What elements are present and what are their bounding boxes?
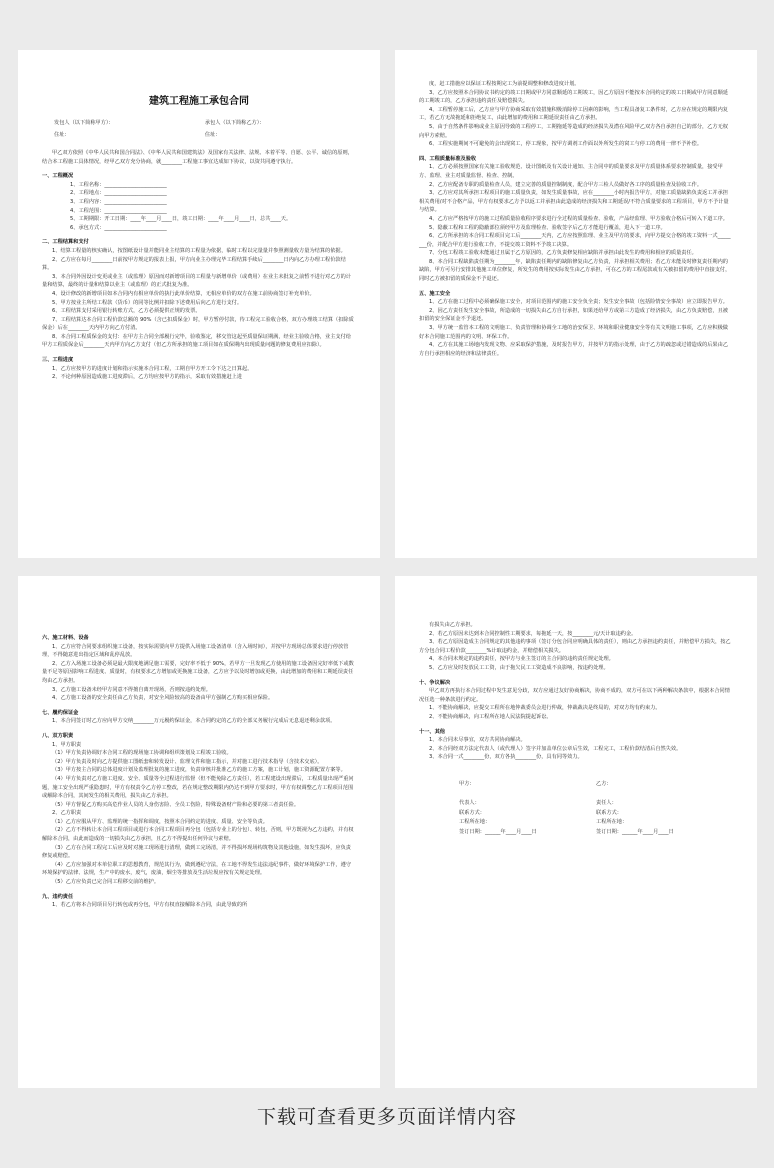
text-line: 3、本合同外因设计变更或业主（或监理）原因而对新增项目的工程量与新增单价（或费用）在业主未批复之前暂不进行对乙方的计量和结算，最终的计量和结算以业主（或监理）的正式批复为准。: [42, 273, 351, 289]
section-heading: 五、施工安全: [419, 290, 451, 297]
text-line: （1）乙方应服从甲方、监理的统一指挥和调度，按照本合同约定的进度、质量、安全等负责。: [52, 818, 268, 825]
text-line: 甲乙双方再执行本合同过程中发生意见分歧，双方应通过友好协商解决，协商不成的，双方可在以下两种解决条款中，根据本合同情况任选一种条款进行约定。: [419, 688, 730, 703]
text-line: 5、甲方按业主所结工程款（货币）的同等比例并扣除下述费用后向乙方进行支付。: [52, 299, 243, 306]
section-body: [419, 621, 733, 673]
section-body: [419, 687, 733, 721]
signature-block: [419, 780, 733, 838]
text-line: 1、乙方在施工过程中必须确保施工安全，对项目范围内的施工安全负全责；发生安全事故（包括险情安全事故）应立即报告甲方。: [429, 299, 728, 306]
section-body: [419, 736, 733, 762]
section-body: [42, 247, 356, 350]
text-line: 6、工程实施期间不可避免的会出现窝工，停工现象，按甲方调剂工作面以外所发生的窝工与停工的费用一律不予补偿。: [429, 141, 703, 148]
text-line: 甲方：: [459, 780, 475, 787]
text-line: 8、本合同工程质保金的支付：在甲方主合同全部履行完毕，验收鉴定，移交管这起至质量保证期满，经业主验收合格，业主支付给甲方工程质保金后________天内甲方向乙方支付（但乙方所承担的施工项目如在质保期内出现质量问题的修复费用应扣除）。: [42, 333, 351, 349]
party-b-label: 承包人（以下简称乙方）：: [204, 120, 265, 126]
party-a-label: 发包人（以下简称甲方）：: [54, 120, 114, 126]
section-heading: 一、工程概况: [42, 173, 74, 180]
text-line: 1、结算工程量的核实确认，按图纸设计量并能同业主结算的工程量为依据，临时工程以完量量并参照测量收方量为结算的依据。: [52, 247, 346, 254]
text-line: 4、设计修改的新增项目如本合同内有相应单价的执行此单价结算，无相应单价的双方在施工前协商签订补充单价。: [52, 290, 315, 297]
text-line: 代表人：: [459, 800, 480, 807]
text-line: 1、乙方应符合同要求组织施工设备，按实际需要向甲方提供入场施工设备清单（含入场时间），并按甲方现场总体要求进行停放管理，不得随意进出指定区域和乱停乱放。: [42, 643, 349, 659]
text-line: 6、乙方所承担的本合同工程项目完工后________天内，乙方应按照监理、业主及甲方的要求，向甲方提交合格的竣工资料一式________份，并配合甲方进行验收工作，不提交竣工资料不予竣工决算。: [419, 233, 731, 248]
text-line: （4）甲方负责对乙方施工进度、安全、质量等全过程进行监督（但不能免除乙方责任），若工程建设出现滞后，工程质量出现严重问题，施工安全出现严重隐患时，甲方有权责令乙方停工整改，若在规定整改期限内仍达不到甲方要求时，甲方有权调整乙方工程项目范围或解除本合同，其间发生的相关费用，损失由乙方承担。: [42, 775, 354, 800]
text-line: 5、由于自然条件影响或业主原因导致的工程停工，工期拖延等造成的经济损失及潜在风险甲乙双方各自承担自己的部分，乙方无权向甲方索赔。: [419, 123, 728, 139]
text-line: 2、乙方职责: [52, 810, 82, 817]
section-heading: 十、争议解决: [419, 679, 451, 686]
document-page-1: [18, 50, 380, 558]
text-line: [459, 789, 596, 799]
party-row: [42, 117, 356, 129]
section-body: [419, 163, 733, 283]
text-line: （5）甲方督促乙方购买高危作业人员的人身伤害险、全员工伤险，特殊设备财产险和必要的第三者责任险。: [52, 801, 300, 808]
text-line: 签订日期：______年____月____日: [459, 828, 537, 835]
address-row: [42, 129, 356, 141]
text-line: 2、因乙方责任发生安全事故，所造成的一切损失由乙方自行承担，如果还给甲方或第三方造成了经济损失，由乙方负责赔偿，且被扣留的安全保证金不予退还。: [419, 307, 728, 323]
text-line: 3、甲方统一监管本工程的文明施工、负责管理和协调全工地的治安保卫、环境和职业健康安全等有关文明施工事项，乙方应积极做好本合同施工范围内的文明、环保工作。: [419, 325, 728, 340]
text-line: 3、乙方施工设备未经甲方同意不得擅自离开现场，否则按违约处理。: [52, 686, 211, 693]
text-line: 1、乙方必须按照国家有关施工验收规范、设计图纸及有关设计通知、主合同中的质量要求及甲方质量体系要求控制质量，接受甲方、监理、业主对质量监督、检查、控制。: [419, 164, 723, 179]
contract-title: 建筑工程施工承包合同: [149, 96, 249, 107]
text-line: 2、若乙方原因未达到本合同控制性工期要求，每拖延一天，按________元/天计取违约金。: [429, 630, 637, 637]
text-line: 4、工程范围：________________________: [70, 207, 167, 214]
text-line: 8、本合同工程缺陷责任期为________年，缺陷责任期内的缺陷修复由乙方负责，并承担相关费用；若乙方未能及时修复责任期内的缺陷，甲方可另行安排其他施工单位修复，所发生的费用按实际发生由乙方承担，可在乙方的工程尾款或有关被扣留的费用中直接支付，同时乙方被扣留的质保金不予退还。: [419, 258, 731, 283]
text-line: 7、分包工程竣工验收未能通过且属于乙方原因的，乙方负责修复相应缺陷并承担由此发生的费用和相应的质量责任。: [429, 250, 697, 257]
section-body: [42, 717, 356, 726]
text-line: （3）乙方在合同工程完工后应及时对施工现场进行清理，做到工完场清，并不得损坏现场构筑物及其他设施，如发生损坏，应负责修复或赔偿。: [42, 844, 351, 860]
section-heading: 八、双方职责: [42, 732, 74, 739]
text-line: 工程所在地：: [459, 819, 491, 826]
text-line: 2、工程地点：________________________: [70, 190, 167, 197]
text-line: 3、若乙方原因造成主合同规定的其他违约事项（签订分包合同应明确具体的责任），则由乙方承担违约责任，并赔偿甲方损失，按乙方分包合同工程价款________%计取违约金，并赔偿相关损失。: [419, 639, 731, 654]
text-line: 1、本合同签订时乙方应向甲方交纳________万元履约保证金，本合同约定的乙方的全部义务履行完成后无息退还剩余款项。: [52, 718, 336, 725]
section-heading: 六、施工材料、设备: [42, 635, 89, 641]
text-line: （3）甲方按主合同的总体进度计划及监理批复的施工进度，负责审核并批准乙方的施工方案，施工计划，施工资源配置方案等。: [52, 767, 346, 774]
text-line: 5、工期期限：开工日期：____年____月____日，竣工日期：____年____月____日，总共____天。: [70, 216, 292, 223]
text-line: 责任人：: [596, 800, 617, 807]
text-line: 3、工程内容：________________________: [70, 198, 167, 205]
text-line: 有损失由乙方承担。: [429, 622, 476, 628]
text-line: 3、乙方应对其所承担工程项目的施工质量负责，如发生质量事故，应在________小时内报告甲方，对施工质量缺陷负责返工并承担相关费用/对不合格产品，甲方有权要求乙方予以返工并承担由此造成的经济损失和工期延误/不符合质量要求的工程项目，甲方不予计量与结算。: [419, 190, 729, 214]
text-line: [596, 789, 733, 799]
signature-party-b: [596, 780, 733, 838]
text-line: 6、工程结算支付采用银行转账方式，乙方必须提供正规的发票。: [52, 308, 201, 315]
document-page-3: [18, 576, 380, 1088]
text-line: 3、本合同一式________份，双方各执________份，具有同等效力。: [429, 754, 583, 761]
text-line: 工程所在地：: [596, 819, 628, 826]
section-body: [42, 741, 356, 887]
text-line: 2、不能协商解决，向工程所在地人民法院提起诉讼。: [429, 713, 552, 720]
text-line: 4、工程暂停施工后，乙方应与甲方协商采取有效措施积极消除停工因素的影响，当工程具备复工条件时，乙方应在规定的期限内复工，若乙方无故拖延和拒绝复工，由此增加的费用和工期延误责任由乙方承担。: [419, 106, 728, 122]
text-line: 5、隐蔽工程和工程的隐蔽部位须经甲方及监理检查、验收签字后乙方才能进行覆盖，进入下一道工序。: [429, 224, 666, 231]
section-heading: 四、工程质量标准及验收: [419, 155, 477, 162]
text-line: 2、乙方应配备专职的质量检查人员，建立完善的质量控制制度，配合甲方三检人员做好各工序的质量检查及验收工作。: [429, 181, 703, 188]
text-line: 2、不论何种原因造成施工进度滞后，乙方均应按甲方的指示，采取有效措施赶上进: [52, 374, 243, 381]
text-line: 1、甲方职责: [52, 741, 82, 748]
text-line: 7、工程结算达本合同工程价款总额的 90%（含已扣质保金）时，甲方暂停付款，待工程完工验收合格，双方办理竣工结算（扣除质保金）后在________天内甲方向乙方付清。: [42, 316, 354, 332]
text-line: 度，赶工措施应以保证工程按期完工为前提调整和修改进度计划。: [429, 81, 580, 87]
intro-paragraph: 甲乙双方依照《中华人民共和国合同法》、《中华人民共和国建筑法》及国家有关法律、法规、本着平等、自愿、公平、诚信的原则，结合本工程施工具体情况，经甲乙双方充分协商，就________工程施工事宜达成如下协议，以资共同遵守执行。: [42, 150, 353, 165]
text-line: 联系方式：: [596, 809, 622, 816]
text-line: 4、乙方在其施工场地内发现文物、应采取保护措施，及时报告甲方，并按甲方的指示处理，由于乙方的疏忽或过错造成的后果由乙方自行承担相应的经济和法律责任。: [419, 342, 728, 357]
text-line: （1）甲方负责协调好本合同工程的现场施工协调和组织策划及工程竣工验收。: [52, 750, 232, 757]
text-line: 1、乙方应按甲方的进度计划和指示实施本合同工程，工期自甲方开工令下达之日算起。: [52, 365, 253, 372]
text-line: 4、本合同未规定的违约责任，按甲方与业主签订的主合同的违约责任规定处理。: [429, 656, 614, 663]
document-page-4: [395, 576, 757, 1088]
section-body: [42, 901, 356, 910]
text-line: 签订日期：______年____月____日: [596, 828, 674, 835]
text-line: 6、承包方式：________________________: [70, 224, 167, 231]
text-line: （2）甲方负责及时向乙方提供施工图纸套和转发设计、监理文件和施工指示，并对施工进行技术指导（含技术交底）。: [52, 758, 323, 765]
address-b-label: 住址：: [204, 132, 221, 138]
text-line: （4）乙方应加强对本单位职工的思想教育，规范其行为，做到遵纪守法，在工地不得发生违法违纪事件，做好环境保护工作，遵守环境保护的法律、法规，生产中的废水，废气，废油，烟尘等排放及生活垃圾应按有关规定处理。: [42, 861, 351, 877]
text-line: 联系方式：: [459, 809, 485, 816]
text-line: 5、乙方应及时发放民工工资，由于拖欠民工工资造成不良影响，按违约处理。: [429, 664, 609, 671]
section-heading: 七、履约保证金: [42, 709, 79, 716]
text-line: （5）乙方应负责已完合同工程移交前的维护。: [52, 879, 160, 886]
text-line: 4、乙方施工设备的安全责任由乙方负责，对安全风险较高的设备由甲方强制乙方购买相应保险。: [52, 695, 274, 702]
text-line: 1、若乙方将本合同项目另行转包或再分包，甲方有权直接解除本合同，由此导致的所: [52, 902, 248, 909]
text-line: 3、乙方应按照本合同协议书约定的竣工日期或甲方同意顺延的工期竣工，因乙方原因不能按本合同约定的竣工日期或甲方同意顺延的工期竣工的，乙方承担违约责任及赔偿损失。: [419, 89, 728, 105]
document-page-2: [395, 50, 757, 558]
text-line: 2、乙方入场施工设备必须是最大限度地满足施工需要，完好率不低于 90%，若甲方一旦发现乙方使用的施工设备因完好率低下或数量不足等原因影响工程进度、质量时，有权要求乙方增加或更换施工设备，乙方应予以及时增加或更换，由此增加的费用和工期延误责任均由乙方承担。: [42, 660, 354, 684]
section-body: [42, 365, 356, 382]
signature-party-a: [459, 780, 596, 838]
section-heading: 十一、其他: [419, 728, 445, 735]
section-body: [419, 298, 733, 358]
text-line: 乙方：: [596, 780, 612, 787]
section-heading: 九、违约责任: [42, 893, 74, 900]
text-line: 1、本合同未尽事宜，双方共同协商解决。: [429, 737, 526, 744]
text-line: 4、乙方应严格按甲方的施工过程质量验收程序要求进行全过程的质量检查、验收，产品经监理、甲方验收合格后可转入下道工序。: [429, 215, 728, 222]
download-more-caption: 下载可查看更多页面详情内容: [256, 1106, 517, 1128]
text-line: 1、工程名称：________________________: [70, 181, 167, 188]
text-line: 1、不能协商解决，应提交工程所在地仲裁委员会进行仲裁，仲裁裁决是终局的，对双方均有约束力。: [429, 705, 661, 712]
section-body: [42, 181, 356, 233]
text-line: （2）乙方不得转让本合同工程项目或进行本合同工程项目再分包（包括专业上的分包）、转包，否则，甲方既视为乙方违约，并有权解除本合同，由此而造成的一切损失由乙方承担，且乙方不得提出任何异议与索赔。: [42, 827, 354, 843]
address-a-label: 住址：: [54, 132, 70, 138]
section-body: [419, 80, 733, 149]
section-heading: 三、工程进度: [42, 357, 74, 364]
section-heading: 二、工程结算和支付: [42, 239, 89, 246]
text-line: 2、乙方应在每月________日前按甲方规定的报表上报，甲方向业主办理完毕工程结算手续后________日内向乙方办理工程价款结算。: [42, 256, 346, 272]
text-line: 2、本合同经双方法定代表人（或代理人）签字并加盖单位公章后生效，工程完工，工程价款结清后自然失效。: [429, 745, 682, 752]
section-body: [42, 643, 356, 703]
